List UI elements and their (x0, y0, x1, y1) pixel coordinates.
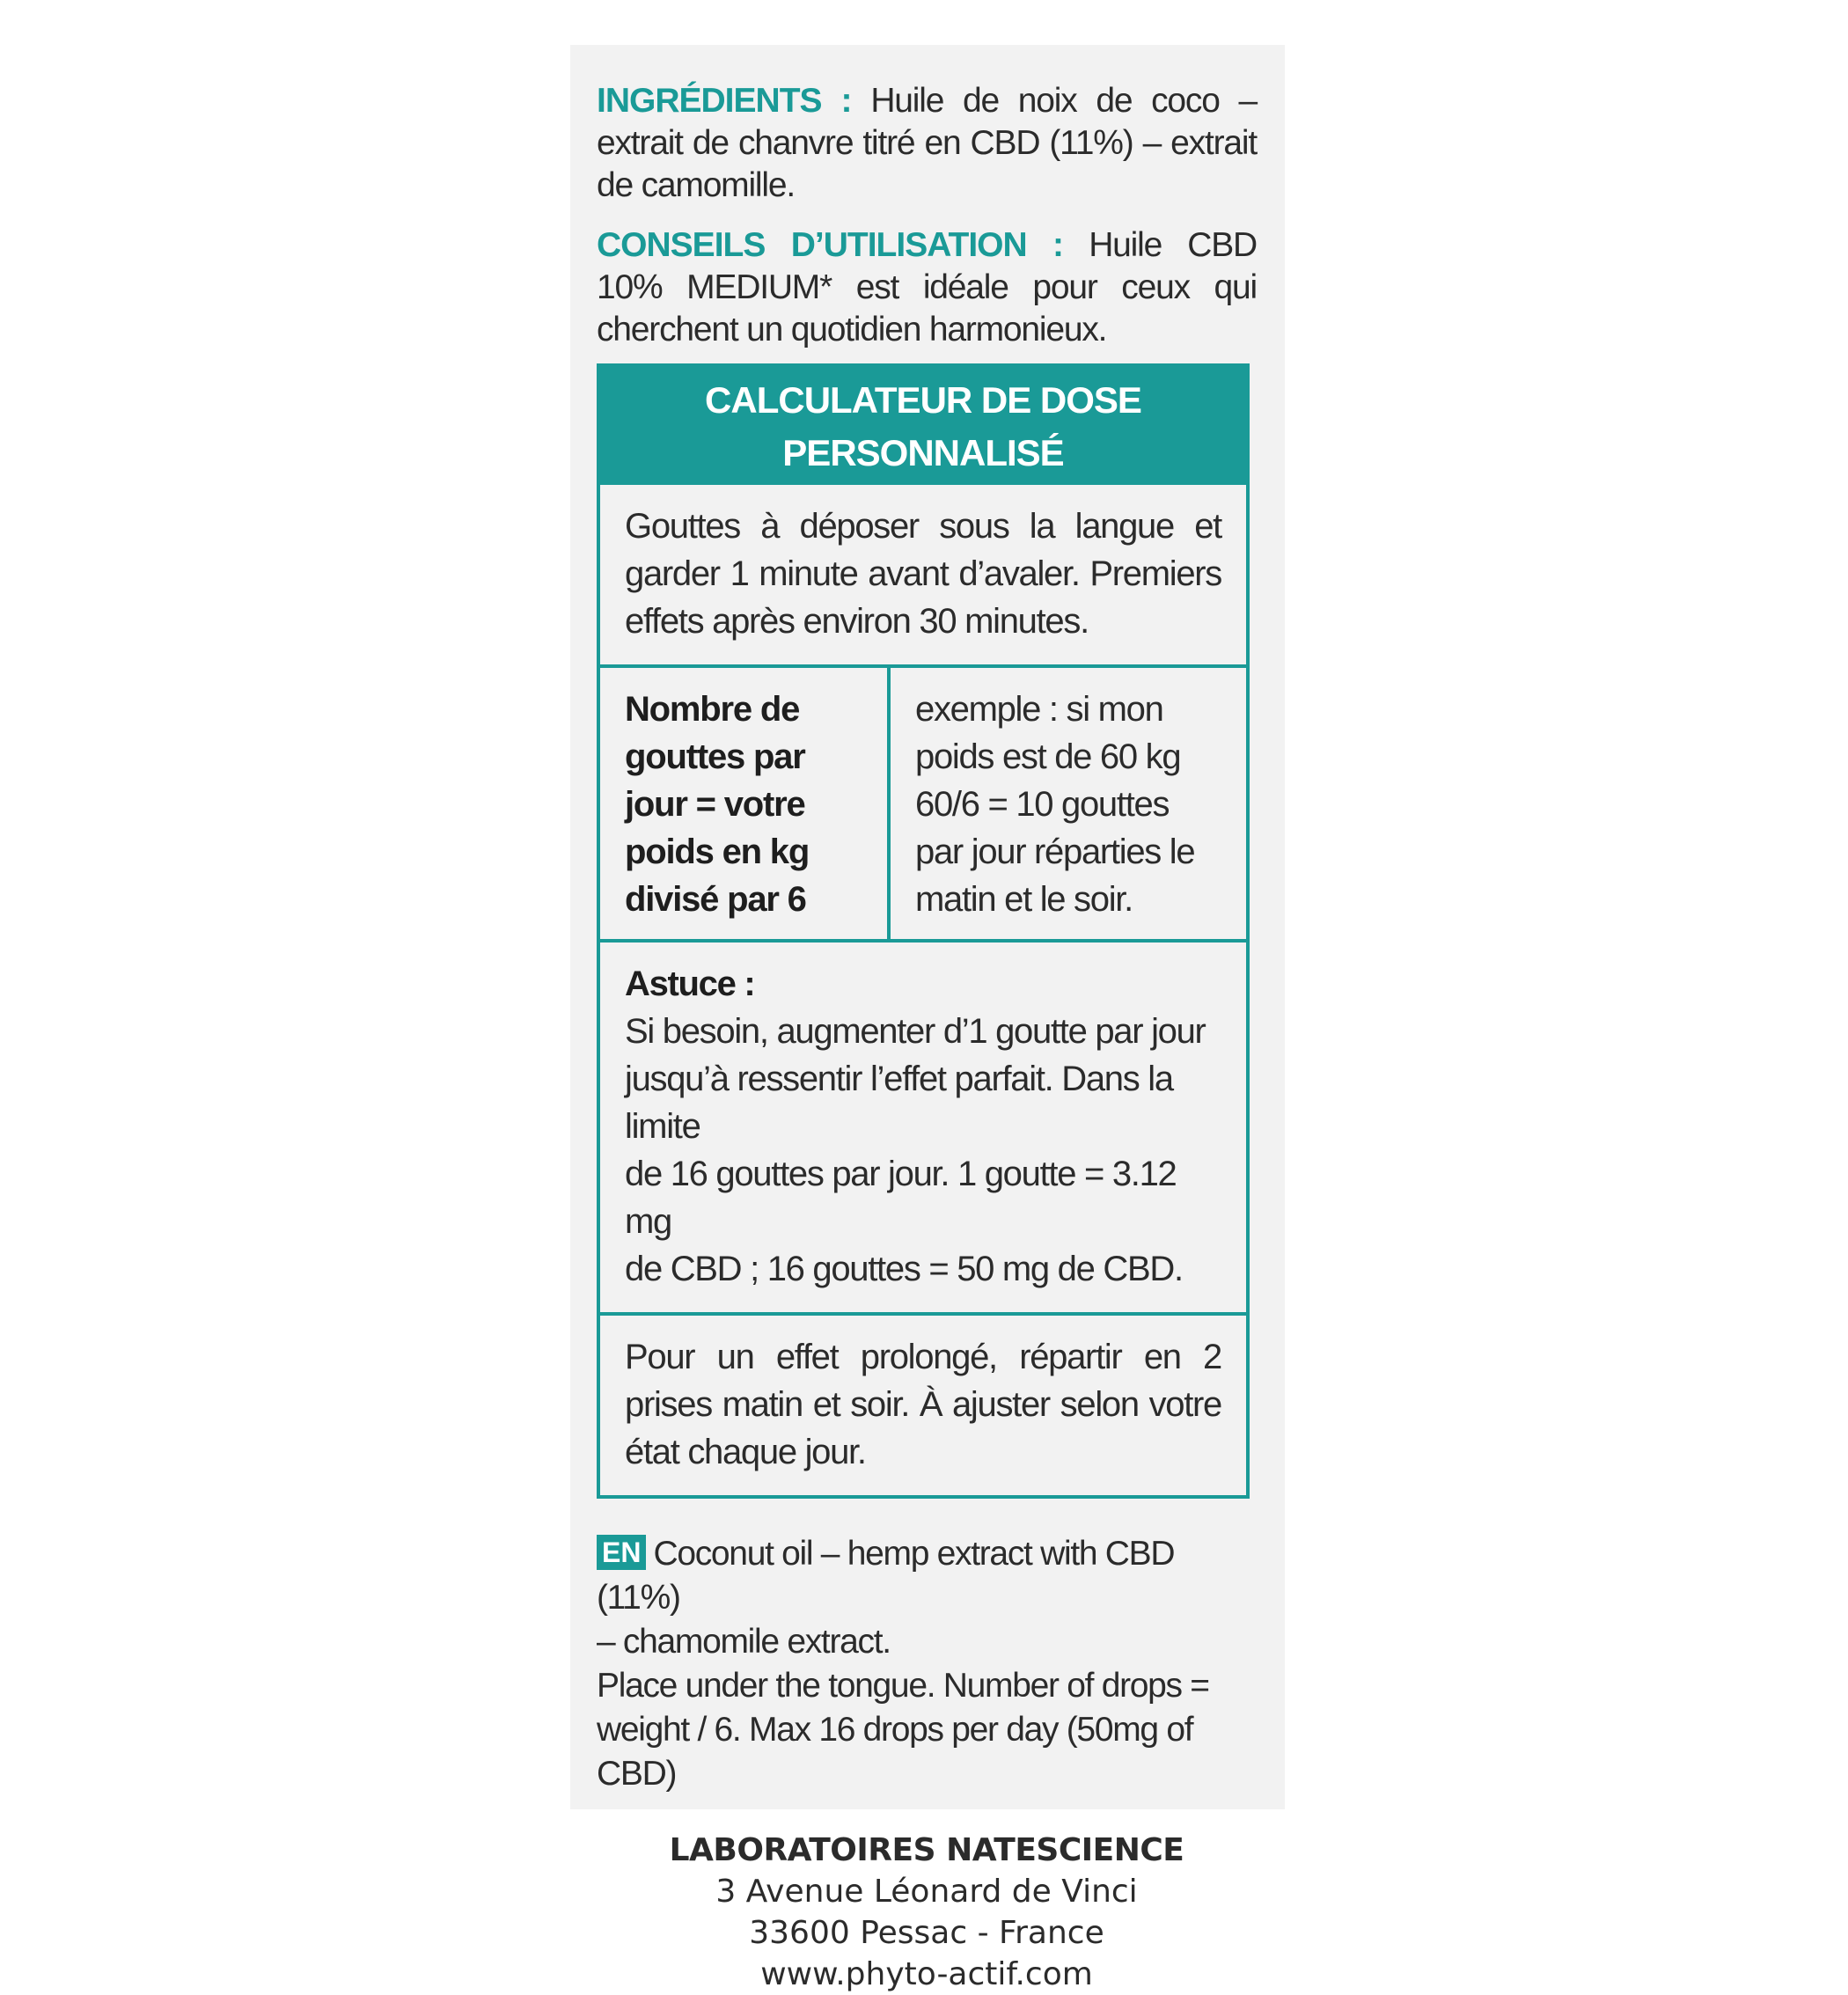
ingredients-heading: INGRÉDIENTS : (597, 82, 852, 120)
ingredients-text: Huile de noix de coco – extrait de chanvre titré en CBD (11%) – extrait de camomille. (597, 82, 1257, 204)
usage-text: Huile CBD 10% MEDIUM* est idéale pour ceux qui cherchent un quotidien harmonieux. (597, 226, 1257, 348)
ingredients-paragraph (597, 80, 1257, 207)
english-line-2: – chamomile extract. (597, 1623, 891, 1661)
english-line-4: weight / 6. Max 16 drops per day (50mg of CBD) (597, 1711, 1193, 1793)
dose-example-line: poids est de 60 kg (915, 737, 1181, 776)
laboratory-website: www.phyto-actif.com (760, 1956, 1093, 1992)
dose-tip-cell (600, 939, 1246, 1312)
dose-calculator-title-line1: CALCULATEUR DE DOSE (705, 379, 1141, 421)
dose-calculator-intro: Gouttes à déposer sous la langue et garder 1 minute avant d’avaler. Premiers effets après environ 30 minutes. (625, 507, 1221, 641)
dose-example-line: matin et le soir. (915, 880, 1133, 919)
dose-tip-line: Si besoin, augmenter d’1 goutte par jour (625, 1012, 1206, 1051)
product-label-panel (570, 45, 1285, 1992)
dose-tip-line: jusqu’à ressentir l’effet parfait. Dans la limite (625, 1060, 1173, 1146)
label-content (597, 80, 1257, 1995)
usage-paragraph (597, 224, 1257, 351)
laboratory-name: LABORATOIRES NATESCIENCE (669, 1832, 1184, 1868)
english-line-1 (597, 1532, 1257, 1620)
english-line-3: Place under the tongue. Number of drops = (597, 1667, 1209, 1705)
usage-heading: CONSEILS D’UTILISATION : (597, 226, 1064, 264)
dose-calculator-formula-row (600, 664, 1246, 939)
english-summary (597, 1532, 1257, 1796)
dose-calculator-title-line2: PERSONNALISÉ (782, 432, 1064, 473)
english-line-1-text: Coconut oil – hemp extract with CBD (11%) (597, 1535, 1175, 1617)
dose-example-line: 60/6 = 10 gouttes (915, 785, 1170, 824)
english-language-badge: EN (597, 1535, 646, 1570)
laboratory-info (597, 1830, 1257, 1995)
dose-example-cell (891, 668, 1246, 939)
dose-formula-line: jour = votre (625, 785, 805, 824)
dose-formula-line: divisé par 6 (625, 880, 806, 919)
dose-calculator-title (600, 367, 1246, 485)
dose-tip-title: Astuce : (625, 964, 755, 1003)
dose-tip-line: de CBD ; 16 gouttes = 50 mg de CBD. (625, 1250, 1183, 1288)
dose-example-line: par jour réparties le (915, 832, 1195, 871)
dose-calculator-box (597, 363, 1250, 1499)
dose-formula-line: gouttes par (625, 737, 805, 776)
dose-formula-cell (600, 668, 891, 939)
laboratory-address-city: 33600 Pessac - France (749, 1915, 1104, 1951)
dose-tip-line: de 16 gouttes par jour. 1 goutte = 3.12 mg (625, 1155, 1177, 1241)
dose-formula-line: Nombre de (625, 690, 800, 729)
dose-formula-line: poids en kg (625, 832, 810, 871)
laboratory-address-street: 3 Avenue Léonard de Vinci (715, 1874, 1138, 1910)
dose-example-line: exemple : si mon (915, 690, 1163, 729)
dose-prolonged-cell: Pour un effet prolongé, répartir en 2 prises matin et soir. À ajuster selon votre état chaque jour. (600, 1312, 1246, 1495)
